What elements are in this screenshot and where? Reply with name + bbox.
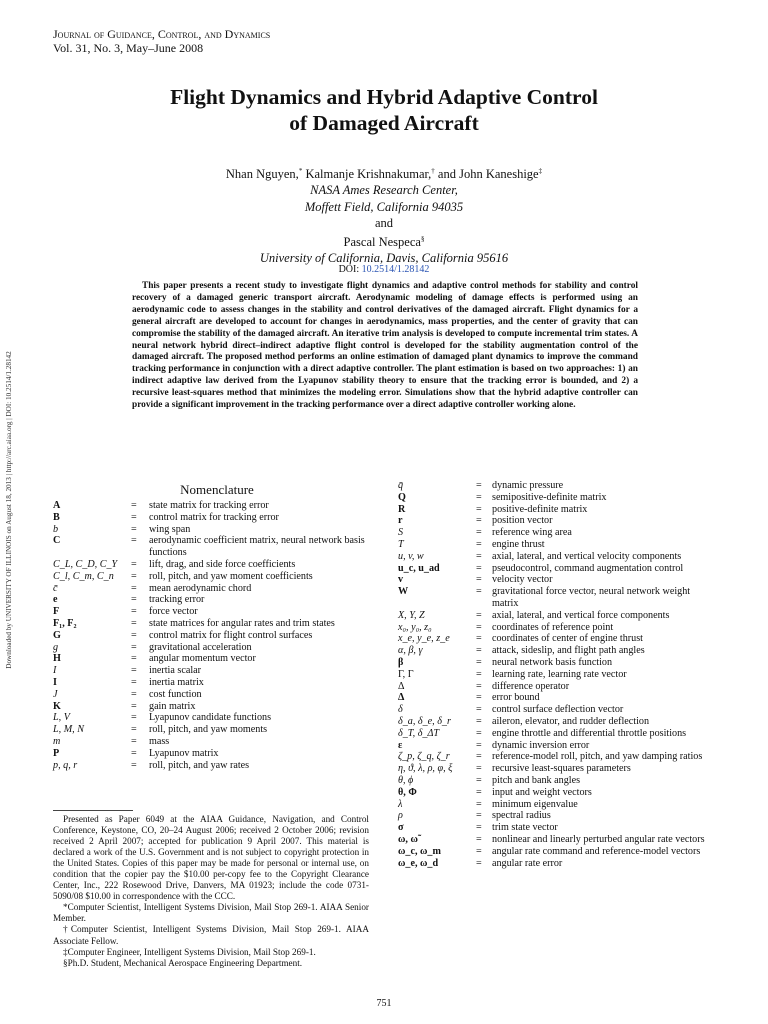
nomenclature-definition: velocity vector: [492, 574, 553, 586]
nomenclature-definition: learning rate, learning rate vector: [492, 668, 627, 680]
nomenclature-equals: =: [131, 712, 137, 724]
nomenclature-definition: engine throttle and differential throttle positions: [492, 727, 687, 739]
footnote-1: *Computer Scientist, Intelligent Systems Division, Mail Stop 269-1. AIAA Senior Member.: [53, 902, 369, 924]
author-and: and: [374, 215, 394, 230]
nomenclature-symbol: K: [53, 700, 61, 712]
author-name-2: Kalmanje Krishnakumar,: [302, 167, 432, 182]
nomenclature-equals: =: [131, 641, 137, 653]
nomenclature-equals: =: [131, 582, 137, 594]
nomenclature-row: [398, 681, 718, 693]
nomenclature-definition: angular rate command and reference-model vectors: [492, 845, 701, 857]
nomenclature-symbol: F₁, F₂: [53, 617, 77, 629]
nomenclature-row: [398, 728, 718, 740]
nomenclature-equals: =: [476, 763, 482, 775]
nomenclature-definition: pitch and bank angles: [492, 774, 581, 786]
nomenclature-definition: spectral radius: [492, 810, 551, 822]
nomenclature-definition: mass: [149, 735, 170, 747]
nomenclature-equals: =: [131, 629, 137, 641]
nomenclature-equals: =: [476, 538, 482, 550]
nomenclature-row: [53, 583, 383, 595]
nomenclature-equals: =: [131, 558, 137, 570]
nomenclature-row: [53, 689, 383, 701]
nomenclature-symbol: θ, Φ: [398, 786, 417, 798]
nomenclature-equals: =: [476, 609, 482, 621]
nomenclature-row: [398, 834, 718, 846]
nomenclature-symbol: X, Y, Z: [398, 609, 425, 621]
nomenclature-equals: =: [131, 653, 137, 665]
nomenclature-row: [398, 751, 718, 763]
nomenclature-row: [53, 524, 383, 536]
nomenclature-symbol: B: [53, 511, 60, 523]
author-line-1: [170, 163, 598, 182]
nomenclature-symbol: δ_a, δ_e, δ_r: [398, 715, 451, 727]
nomenclature-row: [398, 822, 718, 834]
nomenclature-equals: =: [476, 656, 482, 668]
nomenclature-equals: =: [476, 562, 482, 574]
affiliation-1: NASA Ames Research Center,: [310, 183, 458, 198]
nomenclature-symbol: q̄: [398, 480, 404, 491]
nomenclature-row: [53, 701, 383, 713]
nomenclature-row: [398, 586, 718, 610]
nomenclature-row: [53, 724, 383, 736]
nomenclature-definition: angular rate error: [492, 857, 563, 869]
nomenclature-definition: engine thrust: [492, 538, 545, 550]
nomenclature-equals: =: [476, 751, 482, 763]
nomenclature-equals: =: [476, 845, 482, 857]
nomenclature-equals: =: [131, 759, 137, 771]
nomenclature-equals: =: [476, 774, 482, 786]
nomenclature-row: [398, 492, 718, 504]
nomenclature-row: [53, 736, 383, 748]
nomenclature-symbol: δ_T, δ_ΔT: [398, 727, 440, 739]
nomenclature-definition: control matrix for tracking error: [149, 511, 279, 523]
nomenclature-definition: Lyapunov matrix: [149, 747, 219, 759]
nomenclature-row: [398, 527, 718, 539]
nomenclature-equals: =: [131, 511, 137, 523]
nomenclature-symbol: e: [53, 594, 58, 606]
nomenclature-equals: =: [476, 810, 482, 822]
nomenclature-row: [398, 763, 718, 775]
nomenclature-equals: =: [131, 676, 137, 688]
nomenclature-definition: coordinates of reference point: [492, 621, 614, 633]
nomenclature-heading: Nomenclature: [180, 482, 254, 497]
nomenclature-equals: =: [131, 500, 137, 511]
title-line-2: of Damaged Aircraft: [289, 111, 479, 135]
nomenclature-equals: =: [131, 570, 137, 582]
nomenclature-definition: control surface deflection vector: [492, 704, 624, 716]
nomenclature-symbol: T: [398, 538, 404, 550]
abstract: This paper presents a recent study to investigate flight dynamics and adaptive control methods for stability and control recovery of a damaged generic transport aircraft. Aerodynamic modeling of damage effects is performed using an aerodynamic code to assess changes in the stability and control derivatives of the damaged aircraft. Flight dynamics for a general aircraft are developed to account for changes in aerodynamics, mass properties, and the center of gravity that can compromise the stability of the damaged aircraft. An iterative trim analysis is developed to compute incremental trim states. A neural network hybrid direct–indirect adaptive flight control is developed for the stability augmentation control of the damaged aircraft. The proposed method performs an online estimation of damaged plant dynamics to improve the command tracking performance in conjunction with a direct adaptive controller. The plant estimation is based on two approaches: 1) an indirect adaptive law derived from the Lyapunov stability theory to ensure that the tracking error is bounded, and 2) a recursive least-squares method that minimizes the modeling error. Simulations show that the hybrid adaptive controller can provide a significant improvement in the tracking performance over a direct adaptive controller working alone.: [132, 281, 638, 411]
nomenclature-symbol: L, V: [53, 712, 70, 724]
nomenclature-symbol: c̄: [53, 582, 58, 594]
nomenclature-definition: error bound: [492, 692, 540, 704]
nomenclature-definition: axial, lateral, and vertical velocity components: [492, 550, 682, 562]
nomenclature-symbol: g: [53, 641, 59, 653]
nomenclature-symbol: C: [53, 535, 61, 547]
nomenclature-row: [398, 563, 718, 575]
nomenclature-equals: =: [476, 739, 482, 751]
nomenclature-definition: dynamic pressure: [492, 480, 564, 491]
nomenclature-equals: =: [476, 503, 482, 515]
author-footnote-mark-1[interactable]: *: [298, 167, 303, 175]
nomenclature-row: [53, 665, 383, 677]
nomenclature-row: [53, 677, 383, 689]
nomenclature-definition: gain matrix: [149, 700, 196, 712]
author-name-4: Pascal Nespeca: [343, 235, 421, 250]
nomenclature-symbol: I: [53, 665, 57, 677]
nomenclature-symbol: b: [53, 523, 59, 535]
nomenclature-definition: difference operator: [492, 680, 570, 692]
nomenclature-row: [398, 539, 718, 551]
nomenclature-row: [398, 574, 718, 586]
nomenclature-equals: =: [476, 857, 482, 869]
nomenclature-row: [398, 610, 718, 622]
nomenclature-equals: =: [476, 550, 482, 562]
nomenclature-row: [53, 630, 383, 642]
nomenclature-symbol: η, ϑ, λ, ρ, φ, ξ: [398, 763, 453, 775]
nomenclature-equals: =: [476, 822, 482, 834]
nomenclature-definition: Lyapunov candidate functions: [149, 712, 272, 724]
page-number: 751: [376, 998, 392, 1009]
nomenclature-equals: =: [476, 715, 482, 727]
nomenclature-equals: =: [476, 798, 482, 810]
author-footnote-mark-3[interactable]: ‡: [538, 167, 543, 175]
nomenclature-equals: =: [131, 594, 137, 606]
nomenclature-row: [53, 500, 383, 512]
nomenclature-definition: lift, drag, and side force coefficients: [149, 558, 296, 570]
nomenclature-definition: positive-definite matrix: [492, 503, 588, 515]
nomenclature-equals: =: [131, 688, 137, 700]
nomenclature-symbol: p, q, r: [53, 759, 78, 771]
nomenclature-definition: mean aerodynamic chord: [149, 582, 252, 594]
nomenclature-definition: dynamic inversion error: [492, 739, 590, 751]
author-name-3: and John Kaneshige: [434, 167, 539, 182]
nomenclature-row: [398, 775, 718, 787]
affiliation-3: University of California, Davis, California 95616: [259, 251, 509, 266]
doi-line: [170, 264, 598, 275]
nomenclature-row: [53, 642, 383, 654]
nomenclature-definition: coordinates of center of engine thrust: [492, 633, 643, 645]
author-footnote-mark-4[interactable]: §: [420, 234, 425, 243]
nomenclature-symbol: v: [398, 574, 404, 586]
nomenclature-definition: aerodynamic coefficient matrix, neural network basis functions: [149, 535, 365, 559]
nomenclature-definition: axial, lateral, and vertical force components: [492, 609, 670, 621]
nomenclature-row: [398, 810, 718, 822]
footnote-3: ‡Computer Engineer, Intelligent Systems Division, Mail Stop 269-1.: [63, 946, 316, 957]
nomenclature-symbol: ζ_p, ζ_q, ζ_r: [398, 751, 450, 763]
nomenclature-symbol: α, β, γ: [398, 645, 423, 657]
nomenclature-definition: position vector: [492, 515, 553, 527]
nomenclature-definition: pseudocontrol, command augmentation control: [492, 562, 684, 574]
nomenclature-definition: minimum eigenvalue: [492, 798, 578, 810]
nomenclature-row: [398, 480, 718, 492]
nomenclature-equals: =: [476, 527, 482, 539]
nomenclature-symbol: r: [398, 515, 403, 527]
nomenclature-equals: =: [476, 727, 482, 739]
nomenclature-row: [398, 716, 718, 728]
nomenclature-symbol: C_l, C_m, C_n: [53, 570, 114, 582]
nomenclature-symbol: σ: [398, 822, 404, 834]
nomenclature-definition: aileron, elevator, and rudder deflection: [492, 715, 650, 727]
nomenclature-equals: =: [476, 668, 482, 680]
nomenclature-symbol: β: [398, 656, 404, 668]
nomenclature-equals: =: [131, 665, 137, 677]
nomenclature-symbol: ω, ω̃: [398, 833, 418, 845]
footnote-4: §Ph.D. Student, Mechanical Aerospace Engineering Department.: [63, 957, 303, 968]
nomenclature-row: [53, 618, 383, 630]
nomenclature-equals: =: [131, 747, 137, 759]
title-line-1: Flight Dynamics and Hybrid Adaptive Control: [170, 85, 598, 109]
journal-name: Journal of Guidance, Control, and Dynamics: [53, 27, 271, 41]
nomenclature-symbol: u_c, u_ad: [398, 562, 440, 574]
author-name-1: Nhan Nguyen,: [225, 167, 299, 182]
nomenclature-equals: =: [476, 574, 482, 586]
nomenclature-symbol: C_L, C_D, C_Y: [53, 558, 118, 570]
nomenclature-row: [53, 559, 383, 571]
nomenclature-definition: force vector: [149, 606, 198, 618]
nomenclature-symbol: R: [398, 503, 406, 515]
nomenclature-equals: =: [476, 704, 482, 716]
nomenclature-equals: =: [476, 633, 482, 645]
nomenclature-symbol: x₀, y₀, z₀: [398, 621, 432, 633]
nomenclature-definition: gravitational acceleration: [149, 641, 252, 653]
nomenclature-equals: =: [476, 786, 482, 798]
nomenclature-row: [398, 504, 718, 516]
nomenclature-row: [398, 633, 718, 645]
nomenclature-equals: =: [476, 680, 482, 692]
nomenclature-row: [398, 704, 718, 716]
journal-issue: Vol. 31, No. 3, May–June 2008: [53, 41, 204, 55]
paper-title: [120, 84, 648, 136]
nomenclature-row: [53, 571, 383, 583]
journal-header: [53, 27, 270, 55]
nomenclature-row: [398, 657, 718, 669]
nomenclature-row: [398, 551, 718, 563]
doi-link[interactable]: 10.2514/1.28142: [361, 264, 430, 275]
nomenclature-equals: =: [476, 833, 482, 845]
nomenclature-equals: =: [476, 515, 482, 527]
nomenclature-definition: recursive least-squares parameters: [492, 763, 631, 775]
nomenclature-definition: attack, sideslip, and flight path angles: [492, 645, 645, 657]
nomenclature-equals: =: [476, 692, 482, 704]
nomenclature-row: [53, 748, 383, 760]
nomenclature-row: [398, 622, 718, 634]
nomenclature-definition: cost function: [149, 688, 202, 700]
author-footnote-mark-2[interactable]: †: [431, 167, 435, 175]
nomenclature-row: [398, 740, 718, 752]
nomenclature-symbol: ω_e, ω_d: [398, 857, 439, 869]
nomenclature-row: [53, 760, 383, 772]
nomenclature-equals: =: [476, 491, 482, 503]
nomenclature-definition: roll, pitch, and yaw moments: [149, 724, 268, 736]
nomenclature-definition: control matrix for flight control surfaces: [149, 629, 313, 641]
nomenclature-equals: =: [131, 724, 137, 736]
nomenclature-row: [53, 606, 383, 618]
footnote-2: †Computer Scientist, Intelligent Systems Division, Mail Stop 269-1. AIAA Associate Fellow.: [53, 924, 369, 946]
nomenclature-row: [398, 645, 718, 657]
nomenclature-definition: reference wing area: [492, 527, 572, 539]
nomenclature-symbol: P: [53, 747, 60, 759]
nomenclature-row: [398, 787, 718, 799]
footnote-0: Presented as Paper 6049 at the AIAA Guidance, Navigation, and Control Conference, Keystone, CO, 20–24 August 2006; received 2 October 2006; revision received 2 April 2007; accepted for publication 9 April 2007. This material is declared a work of the U.S. Government and is not subject to copyright protection in the United States. Copies of this paper may be made for personal or internal use, on condition that the copier pay the $10.00 per-copy fee to the Copyright Clearance Center, Inc., 222 Rosewood Drive, Danvers, MA 01923; include the code 0731-5090/08 $10.00 in correspondence with the CCC.: [53, 814, 369, 902]
nomenclature-left-column: [53, 500, 383, 771]
nomenclature-symbol: ε: [398, 739, 403, 751]
nomenclature-equals: =: [476, 480, 482, 491]
nomenclature-definition: state matrix for tracking error: [149, 500, 269, 511]
doi-label: DOI:: [338, 264, 362, 275]
nomenclature-symbol: Q: [398, 491, 406, 503]
nomenclature-row: [398, 692, 718, 704]
nomenclature-definition: nonlinear and linearly perturbed angular rate vectors: [492, 833, 705, 845]
author-line-2: [170, 231, 598, 250]
nomenclature-row: [398, 846, 718, 858]
footnotes: [53, 814, 369, 969]
nomenclature-definition: input and weight vectors: [492, 786, 592, 798]
nomenclature-definition: reference-model roll, pitch, and yaw damping ratios: [492, 751, 703, 763]
nomenclature-row: [53, 712, 383, 724]
nomenclature-definition: inertia matrix: [149, 676, 204, 688]
nomenclature-symbol: F: [53, 606, 60, 618]
nomenclature-symbol: ρ: [398, 810, 403, 822]
nomenclature-definition: angular momentum vector: [149, 653, 256, 665]
nomenclature-definition: semipositive-definite matrix: [492, 491, 607, 503]
nomenclature-symbol: G: [53, 629, 61, 641]
nomenclature-symbol: A: [53, 500, 61, 511]
nomenclature-definition: neural network basis function: [492, 656, 613, 668]
nomenclature-symbol: I: [53, 676, 57, 688]
nomenclature-symbol: δ: [398, 704, 403, 716]
nomenclature-definition: wing span: [149, 523, 191, 535]
nomenclature-symbol: ω_c, ω_m: [398, 845, 441, 857]
nomenclature-definition: state matrices for angular rates and trim states: [149, 617, 335, 629]
nomenclature-row: [398, 858, 718, 870]
nomenclature-equals: =: [131, 523, 137, 535]
nomenclature-definition: gravitational force vector, neural network weight matrix: [492, 586, 691, 609]
nomenclature-symbol: H: [53, 653, 61, 665]
nomenclature-right-column: [398, 480, 718, 869]
nomenclature-symbol: Γ, Γ: [398, 668, 414, 680]
nomenclature-symbol: λ: [398, 798, 403, 810]
nomenclature-symbol: J: [53, 688, 58, 700]
nomenclature-definition: roll, pitch, and yaw rates: [149, 759, 250, 771]
nomenclature-equals: =: [131, 535, 137, 547]
nomenclature-equals: =: [131, 700, 137, 712]
download-notice: Downloaded by UNIVERSITY OF ILLINOIS on August 18, 2013 | http://arc.aiaa.org | DOI: 10.2514/1.28142: [5, 351, 13, 669]
nomenclature-symbol: L, M, N: [53, 724, 84, 736]
nomenclature-row: [398, 799, 718, 811]
nomenclature-symbol: x_e, y_e, z_e: [398, 633, 450, 645]
nomenclature-symbol: u, v, w: [398, 550, 424, 562]
nomenclature-equals: =: [476, 621, 482, 633]
nomenclature-symbol: m: [53, 735, 61, 747]
author-block: [170, 163, 598, 267]
nomenclature-row: [398, 669, 718, 681]
footnote-rule: [53, 810, 133, 811]
nomenclature-row: [398, 515, 718, 527]
nomenclature-symbol: Δ: [398, 680, 405, 692]
nomenclature-equals: =: [476, 586, 482, 598]
nomenclature-row: [53, 512, 383, 524]
nomenclature-equals: =: [131, 735, 137, 747]
nomenclature-equals: =: [131, 606, 137, 618]
nomenclature-symbol: S: [398, 527, 404, 539]
nomenclature-definition: roll, pitch, and yaw moment coefficients: [149, 570, 313, 582]
nomenclature-definition: trim state vector: [492, 822, 558, 834]
nomenclature-row: [53, 653, 383, 665]
nomenclature-symbol: θ, ϕ: [398, 774, 414, 786]
nomenclature-equals: =: [476, 645, 482, 657]
download-sidebar: [0, 300, 18, 720]
nomenclature-symbol: Δ: [398, 692, 405, 704]
nomenclature-equals: =: [131, 617, 137, 629]
affiliation-2: Moffett Field, California 94035: [304, 199, 464, 214]
nomenclature-symbol: W: [398, 586, 409, 598]
nomenclature-definition: tracking error: [149, 594, 205, 606]
nomenclature-row: [53, 535, 383, 559]
nomenclature-row: [53, 594, 383, 606]
nomenclature-definition: inertia scalar: [149, 665, 201, 677]
